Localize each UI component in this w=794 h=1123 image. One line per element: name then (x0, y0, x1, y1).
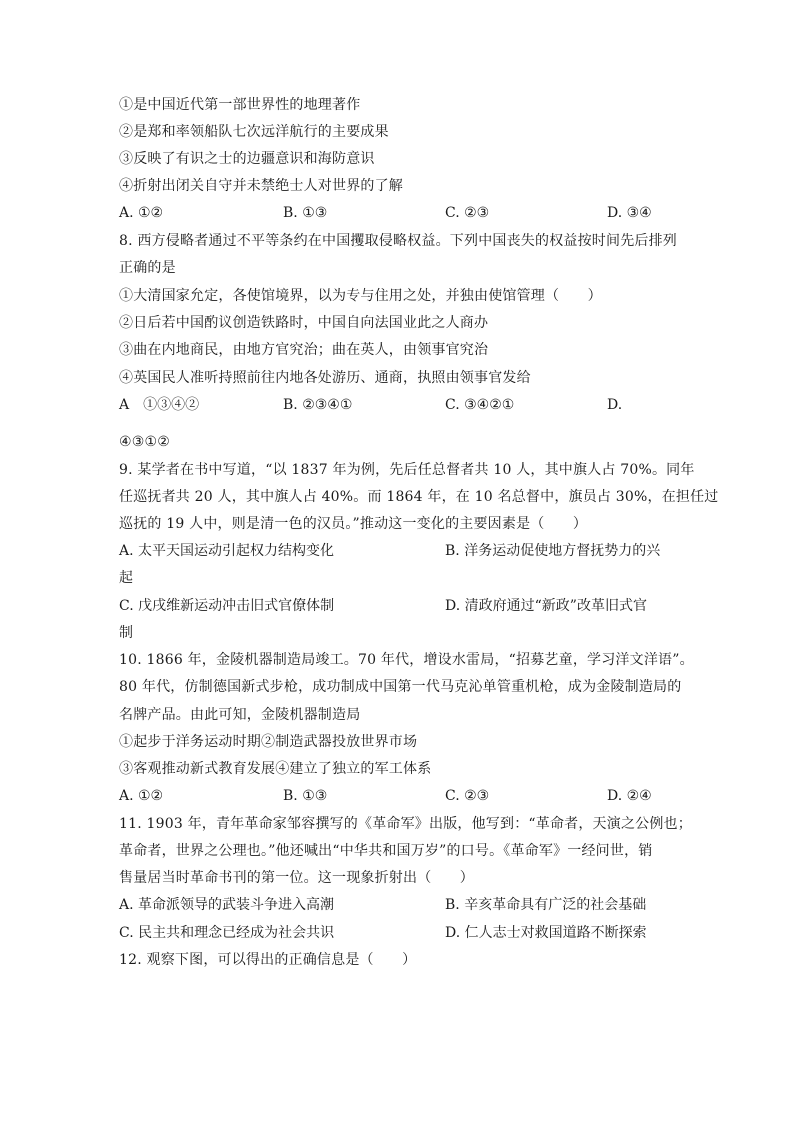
q10-statement-2: ③客观推动新式教育发展④建立了独立的军工体系 (119, 761, 432, 777)
q10-statement-1: ①起步于洋务运动时期②制造武器投放世界市场 (119, 734, 418, 750)
q9-stem-line-1: 9. 某学者在书中写道，“以 1837 年为例，先后任总督者共 10 人，其中旗人占 70%。同年 (119, 462, 695, 478)
q8-option-b: B. ②③④① (283, 397, 353, 413)
q11-option-d: D. 仁人志士对救国道路不断探索 (445, 925, 647, 941)
q9-stem-line-2: 任巡抚者共 20 人，其中旗人占 40%。而 1864 年，在 10 名总督中，旗员占 30%，在担任过 (119, 489, 719, 505)
q9-option-d-continued: 制 (119, 625, 134, 641)
q8-stem-line-1: 8. 西方侵略者通过不平等条约在中国攫取侵略权益。下列中国丧失的权益按时间先后排列 (119, 233, 678, 249)
q9-option-d: D. 清政府通过“新政”改革旧式官 (445, 598, 647, 614)
q12-stem: 12. 观察下图，可以得出的正确信息是（ ） (119, 952, 417, 968)
q8-statement-4: ④英国民人准听持照前往内地各处游历、通商，执照由领事官发给 (119, 370, 531, 386)
q9-stem-line-3: 巡抚的 19 人中，则是清一色的汉员。”推动这一变化的主要因素是（ ） (119, 516, 588, 532)
q10-stem-line-3: 名牌产品。由此可知，金陵机器制造局 (119, 707, 361, 723)
q7-statement-2: ②是郑和率领船队七次远洋航行的主要成果 (119, 124, 389, 140)
q11-stem-line-2: 革命者，世界之公理也。”他还喊出“中华共和国万岁”的口号。《革命军》一经问世，销 (119, 843, 653, 859)
q11-option-b: B. 辛亥革命具有广泛的社会基础 (445, 897, 647, 913)
q9-option-b-continued: 起 (119, 570, 134, 586)
q7-statement-3: ③反映了有识之士的边疆意识和海防意识 (119, 151, 375, 167)
q10-option-d: D. ②④ (607, 788, 652, 804)
q10-stem-line-2: 80 年代，仿制德国新式步枪，成功制成中国第一代马克沁单管重机枪，成为金陵制造局的 (119, 679, 682, 695)
q7-option-c: C. ②③ (445, 205, 490, 221)
q9-option-b: B. 洋务运动促使地方督抚势力的兴 (445, 543, 661, 559)
q7-statement-4: ④折射出闭关自守并未禁绝士人对世界的了解 (119, 178, 403, 194)
q8-option-a: A ①③④② (119, 397, 200, 413)
q8-option-d: D. (607, 397, 623, 413)
q10-option-c: C. ②③ (445, 788, 490, 804)
q8-statement-1: ①大清国家允定，各使馆境界，以为专与住用之处，并独由使馆管理（ ） (119, 288, 602, 304)
q9-option-a: A. 太平天国运动引起权力结构变化 (119, 543, 335, 559)
q10-option-a: A. ①② (119, 788, 164, 804)
q7-statement-1: ①是中国近代第一部世界性的地理著作 (119, 97, 361, 113)
q8-statement-3: ③曲在内地商民，由地方官究治；曲在英人，由领事官究治 (119, 342, 489, 358)
q7-option-b: B. ①③ (283, 205, 328, 221)
q10-stem-line-1: 10. 1866 年，金陵机器制造局竣工。70 年代，增设水雷局，“招募艺童，学习洋文洋语”。 (119, 652, 694, 668)
q7-option-d: D. ③④ (607, 205, 652, 221)
q8-option-d-continued: ④③①② (119, 434, 171, 450)
q11-option-c: C. 民主共和理念已经成为社会共识 (119, 925, 335, 941)
q8-stem-line-2: 正确的是 (119, 260, 176, 276)
q8-option-c: C. ③④②① (445, 397, 515, 413)
q11-stem-line-1: 11. 1903 年，青年革命家邹容撰写的《革命军》出版，他写到：“革命者，天演之公例也； (119, 816, 692, 832)
q11-option-a: A. 革命派领导的武装斗争进入高潮 (119, 897, 335, 913)
q9-option-c: C. 戊戌维新运动冲击旧式官僚体制 (119, 598, 335, 614)
q10-option-b: B. ①③ (283, 788, 328, 804)
q11-stem-line-3: 售量居当时革命书刊的第一位。这一现象折射出（ ） (119, 870, 474, 886)
q7-option-a: A. ①② (119, 205, 164, 221)
q8-statement-2: ②日后若中国酌议创造铁路时，中国自向法国业此之人商办 (119, 315, 489, 331)
